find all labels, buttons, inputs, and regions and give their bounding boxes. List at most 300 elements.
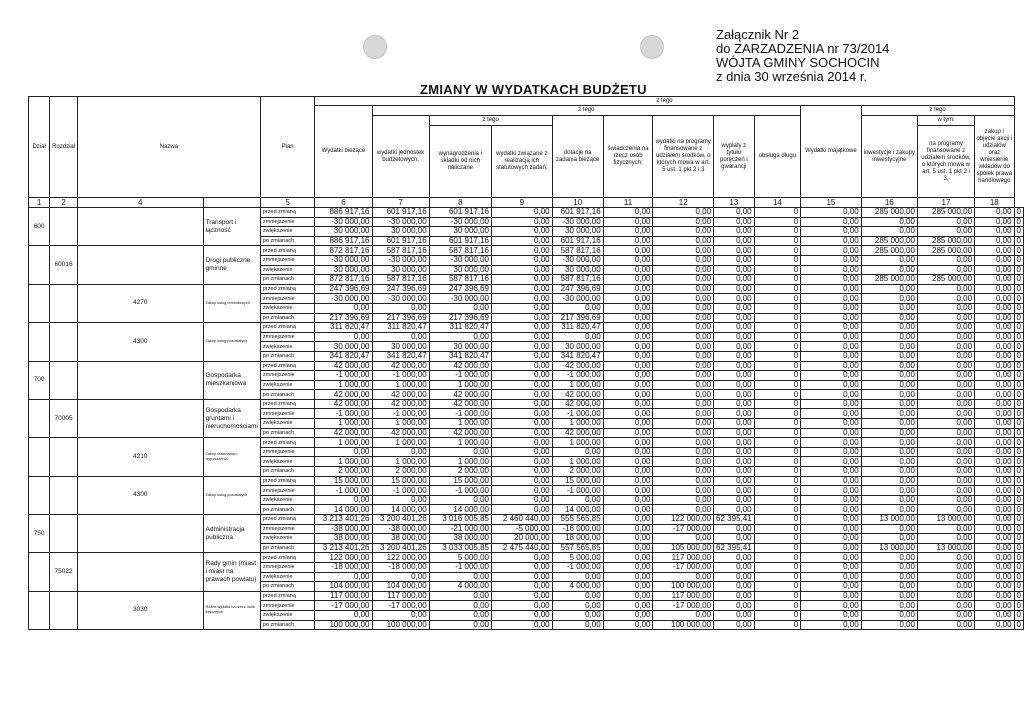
amount-cell: 0,00 (603, 620, 653, 630)
annex-line: z dnia 30 września 2014 r. (716, 69, 868, 84)
amount-cell: 1 000,00 (429, 457, 491, 467)
amount-cell: -16 000,00 (552, 524, 603, 534)
amount-cell: 0,00 (801, 457, 862, 467)
amount-cell: 0,00 (861, 303, 917, 313)
paragraf-code: 4210 (77, 438, 203, 476)
amount-cell: 3 213 401,26 (315, 515, 372, 525)
item-name: Różne wydatki na rzecz osób fizycznych (203, 591, 260, 629)
amount-cell: 14 000,00 (372, 505, 429, 515)
amount-cell: 0 (754, 553, 801, 563)
amount-cell: 0,00 (492, 380, 553, 390)
rozdzial-code: 60016 (50, 246, 78, 284)
dzial-code (29, 553, 50, 591)
amount-cell: 0,00 (315, 303, 372, 313)
stage-label: zmniejszenie (260, 371, 314, 381)
amount-cell: 0 (1014, 543, 1023, 553)
stage-label: po zmianach (260, 428, 314, 438)
amount-cell: 1 000,00 (372, 438, 429, 448)
amount-cell: 104 000,00 (372, 582, 429, 592)
amount-cell: 3 016 005,85 (429, 515, 491, 525)
amount-cell: 0 (754, 447, 801, 457)
amount-cell: 0,00 (552, 610, 603, 620)
amount-cell: 0,00 (603, 505, 653, 515)
item-name: Gospodarka mieszkaniowa (203, 361, 260, 399)
amount-cell: -17 000,00 (653, 524, 714, 534)
amount-cell: 0 (754, 294, 801, 304)
amount-cell: 1 000,00 (372, 457, 429, 467)
stage-label: przed zmianą (260, 361, 314, 371)
stage-label: przed zmianą (260, 284, 314, 294)
amount-cell: 0 (1014, 208, 1023, 218)
amount-cell: 0,00 (653, 303, 714, 313)
stage-label: zmniejszenie (260, 562, 314, 572)
amount-cell: 0,00 (975, 255, 1015, 265)
col-wydatki-programy: wydatki na programy finansowane z udziałem środków, o których mowa w art. 5 ust. 1 pkt 2 i 3 (653, 116, 714, 198)
amount-cell: 0,00 (714, 591, 755, 601)
stage-label: zmniejszenie (260, 486, 314, 496)
amount-cell: -1 000,00 (429, 562, 491, 572)
amount-cell: 0,00 (492, 419, 553, 429)
amount-cell: -30 000,00 (372, 294, 429, 304)
amount-cell: 285 000,00 (917, 275, 974, 285)
amount-cell: 0,00 (917, 524, 974, 534)
amount-cell: 0,00 (917, 342, 974, 352)
amount-cell: 0,00 (861, 582, 917, 592)
amount-cell: 0,00 (653, 419, 714, 429)
col-wydatki-biezace: Wydatki bieżące (315, 106, 372, 198)
amount-cell: 0,00 (861, 399, 917, 409)
amount-cell: 0,00 (801, 562, 862, 572)
amount-cell: 0 (1014, 284, 1023, 294)
amount-cell: 0,00 (801, 524, 862, 534)
amount-cell: 1 000,00 (429, 419, 491, 429)
column-number: 1 (29, 198, 50, 208)
amount-cell: 601 917,16 (372, 236, 429, 246)
amount-cell: 0,00 (861, 323, 917, 333)
amount-cell: 0,00 (861, 591, 917, 601)
rozdzial-code (50, 208, 78, 246)
amount-cell: 2 460 440,00 (492, 515, 553, 525)
amount-cell: 0,00 (315, 447, 372, 457)
amount-cell: 0,00 (975, 380, 1015, 390)
amount-cell: -30 000,00 (315, 255, 372, 265)
amount-cell: -1 000,00 (429, 486, 491, 496)
amount-cell: 0,00 (917, 380, 974, 390)
amount-cell: 0,00 (492, 284, 553, 294)
amount-cell: 0,00 (653, 534, 714, 544)
amount-cell: 0,00 (714, 380, 755, 390)
amount-cell: 0 (754, 332, 801, 342)
amount-cell: 0,00 (603, 265, 653, 275)
amount-cell: 0,00 (975, 486, 1015, 496)
col-rozdzial: Rozdział (50, 97, 78, 198)
amount-cell: 0 (754, 303, 801, 313)
amount-cell: 0,00 (801, 390, 862, 400)
amount-cell: 0,00 (653, 610, 714, 620)
amount-cell: 0,00 (917, 371, 974, 381)
amount-cell: 0,00 (861, 601, 917, 611)
amount-cell: 42 000,00 (372, 361, 429, 371)
amount-cell: 42 000,00 (372, 428, 429, 438)
amount-cell: 0 (754, 351, 801, 361)
amount-cell: 0 (754, 313, 801, 323)
amount-cell: 0,00 (975, 524, 1015, 534)
amount-cell: -30 000,00 (372, 255, 429, 265)
table-row (29, 476, 1024, 486)
amount-cell: 0,00 (975, 371, 1015, 381)
amount-cell: 0,00 (653, 572, 714, 582)
item-name: Zakup usług pozostałych (203, 476, 260, 514)
amount-cell: -30 000,00 (315, 217, 372, 227)
amount-cell: 0,00 (714, 246, 755, 256)
amount-cell: 0 (1014, 323, 1023, 333)
amount-cell: 0,00 (603, 246, 653, 256)
amount-cell: 30 000,00 (315, 342, 372, 352)
amount-cell: 0,00 (492, 361, 553, 371)
amount-cell: 0,00 (861, 457, 917, 467)
amount-cell: 1 000,00 (552, 419, 603, 429)
amount-cell: 4 000,00 (429, 582, 491, 592)
amount-cell: 0 (754, 390, 801, 400)
amount-cell: 0,00 (653, 428, 714, 438)
amount-cell: 15 000,00 (315, 476, 372, 486)
amount-cell: 0,00 (492, 467, 553, 477)
amount-cell: 0,00 (552, 495, 603, 505)
amount-cell: 1 000,00 (552, 457, 603, 467)
amount-cell: 0,00 (603, 572, 653, 582)
amount-cell: 0,00 (975, 515, 1015, 525)
amount-cell: 0 (754, 409, 801, 419)
amount-cell: 0,00 (603, 342, 653, 352)
amount-cell: 15 000,00 (429, 476, 491, 486)
amount-cell: 0,00 (714, 351, 755, 361)
amount-cell: 0,00 (714, 284, 755, 294)
amount-cell: 0,00 (861, 255, 917, 265)
dzial-code: 750 (29, 515, 50, 553)
amount-cell: 0 (1014, 476, 1023, 486)
amount-cell: 0,00 (917, 486, 974, 496)
amount-cell: 217 396,69 (552, 313, 603, 323)
amount-cell: 0,00 (653, 476, 714, 486)
amount-cell: 0 (1014, 303, 1023, 313)
amount-cell: 0,00 (714, 428, 755, 438)
col-wydatki-majatkowe: Wydatki majątkowe (801, 106, 862, 198)
amount-cell: 0,00 (714, 447, 755, 457)
amount-cell: 1 000,00 (552, 380, 603, 390)
amount-cell: 100 000,00 (653, 582, 714, 592)
amount-cell: 0,00 (714, 361, 755, 371)
amount-cell: 0,00 (714, 313, 755, 323)
amount-cell: 15 000,00 (372, 476, 429, 486)
col-obsluga-dlugu: obsługa długu (754, 116, 801, 198)
amount-cell: 0,00 (653, 399, 714, 409)
column-number: 7 (372, 198, 429, 208)
amount-cell: 0,00 (492, 332, 553, 342)
amount-cell: 872 817,16 (315, 275, 372, 285)
amount-cell: 0 (754, 265, 801, 275)
amount-cell: 0,00 (492, 255, 553, 265)
amount-cell: 0,00 (714, 582, 755, 592)
stage-label: przed zmianą (260, 323, 314, 333)
amount-cell: 0 (1014, 246, 1023, 256)
amount-cell: 0,00 (975, 553, 1015, 563)
stage-label: przed zmianą (260, 208, 314, 218)
amount-cell: 0,00 (917, 476, 974, 486)
amount-cell: 0,00 (975, 342, 1015, 352)
amount-cell: 0,00 (552, 303, 603, 313)
amount-cell: 13 000,00 (861, 543, 917, 553)
amount-cell: 0,00 (917, 303, 974, 313)
amount-cell: 0 (754, 371, 801, 381)
amount-cell: 0,00 (801, 332, 862, 342)
amount-cell: 0,00 (653, 265, 714, 275)
amount-cell: 0,00 (653, 332, 714, 342)
amount-cell: 0,00 (975, 457, 1015, 467)
amount-cell: 0,00 (653, 438, 714, 448)
amount-cell: 0,00 (492, 275, 553, 285)
column-number: 14 (754, 198, 801, 208)
stage-label: po zmianach (260, 390, 314, 400)
amount-cell: 0,00 (917, 582, 974, 592)
amount-cell: 0 (754, 246, 801, 256)
amount-cell: 0,00 (801, 610, 862, 620)
amount-cell: 0 (1014, 515, 1023, 525)
amount-cell: -30 000,00 (315, 294, 372, 304)
punch-hole-left (363, 35, 387, 59)
amount-cell: -1 000,00 (372, 409, 429, 419)
amount-cell: 42 000,00 (372, 390, 429, 400)
amount-cell: 0,00 (917, 227, 974, 237)
amount-cell: 0,00 (492, 371, 553, 381)
amount-cell: 0,00 (917, 332, 974, 342)
col-z-tego-top: z tego (315, 97, 1014, 106)
amount-cell: 1 000,00 (315, 380, 372, 390)
amount-cell: -18 000,00 (315, 562, 372, 572)
amount-cell: 0,00 (429, 447, 491, 457)
amount-cell: 117 000,00 (372, 591, 429, 601)
amount-cell: 0,00 (603, 227, 653, 237)
amount-cell: 0,00 (861, 476, 917, 486)
amount-cell: 0,00 (492, 246, 553, 256)
amount-cell: 0,00 (975, 610, 1015, 620)
amount-cell: 0,00 (975, 265, 1015, 275)
stage-label: przed zmianą (260, 515, 314, 525)
amount-cell: 0,00 (861, 610, 917, 620)
table-row (29, 591, 1024, 601)
amount-cell: 0,00 (975, 227, 1015, 237)
column-number: 2 (50, 198, 78, 208)
column-number-blank (203, 198, 260, 208)
amount-cell: 0,00 (653, 246, 714, 256)
amount-cell: 0,00 (975, 620, 1015, 630)
amount-cell: 105 000,00 (653, 543, 714, 553)
stage-label: zmniejszenie (260, 332, 314, 342)
amount-cell: 0,00 (714, 419, 755, 429)
amount-cell: 0,00 (603, 399, 653, 409)
col-plan: Plan (260, 97, 314, 198)
column-number: 6 (315, 198, 372, 208)
stage-label: po zmianach (260, 236, 314, 246)
amount-cell: 0,00 (552, 447, 603, 457)
amount-cell: 0,00 (492, 217, 553, 227)
amount-cell: 285 000,00 (861, 236, 917, 246)
amount-cell: 0,00 (801, 236, 862, 246)
column-number: 13 (714, 198, 755, 208)
amount-cell: 42 000,00 (552, 390, 603, 400)
stage-label: zwiększenie (260, 265, 314, 275)
amount-cell: 0 (754, 572, 801, 582)
table-row (29, 323, 1024, 333)
stage-label: zmniejszenie (260, 447, 314, 457)
amount-cell: 0,00 (861, 342, 917, 352)
amount-cell: 0,00 (801, 265, 862, 275)
amount-cell: 0,00 (492, 313, 553, 323)
amount-cell: 0,00 (603, 275, 653, 285)
amount-cell: 1 000,00 (315, 419, 372, 429)
amount-cell: 601 917,16 (552, 236, 603, 246)
col-wydatki-jednostek: wydatki jednostek budżetowych, (372, 116, 429, 198)
amount-cell: 0,00 (603, 447, 653, 457)
amount-cell: 0,00 (492, 323, 553, 333)
amount-cell: 0,00 (917, 399, 974, 409)
dzial-code (29, 284, 50, 322)
amount-cell: 0 (1014, 313, 1023, 323)
amount-cell: 0,00 (714, 399, 755, 409)
budget-table-wrapper (28, 96, 1024, 630)
column-number: 10 (552, 198, 603, 208)
item-name: Rady gmin (miast i miast na prawach powiatu) (203, 553, 260, 591)
column-number: 9 (492, 198, 553, 208)
amount-cell: 0,00 (917, 553, 974, 563)
amount-cell: 2 000,00 (429, 467, 491, 477)
rozdzial-code: 70005 (50, 399, 78, 437)
amount-cell: 0,00 (861, 438, 917, 448)
amount-cell: 0,00 (714, 505, 755, 515)
amount-cell: 247 396,69 (372, 284, 429, 294)
amount-cell: 0,00 (603, 236, 653, 246)
amount-cell: 0,00 (653, 227, 714, 237)
amount-cell: 0,00 (801, 572, 862, 582)
amount-cell: 311 820,47 (552, 323, 603, 333)
column-number: 16 (861, 198, 917, 208)
amount-cell: 0,00 (917, 409, 974, 419)
amount-cell: 14 000,00 (315, 505, 372, 515)
amount-cell: 0,00 (861, 467, 917, 477)
amount-cell: 38 000,00 (429, 534, 491, 544)
column-number: 11 (603, 198, 653, 208)
amount-cell: 0,00 (801, 495, 862, 505)
amount-cell: 0 (1014, 582, 1023, 592)
col-z-tego-biezace: z tego (372, 106, 801, 116)
amount-cell: 0,00 (801, 467, 862, 477)
amount-cell: 0 (1014, 438, 1023, 448)
amount-cell: 0,00 (492, 227, 553, 237)
amount-cell: 42 000,00 (429, 399, 491, 409)
amount-cell: 0,00 (975, 572, 1015, 582)
amount-cell: 0,00 (603, 476, 653, 486)
amount-cell: 0,00 (861, 428, 917, 438)
amount-cell: 0,00 (552, 601, 603, 611)
amount-cell: 0,00 (653, 236, 714, 246)
amount-cell: 0 (754, 323, 801, 333)
amount-cell: 100 000,00 (315, 620, 372, 630)
amount-cell: 555 565,85 (552, 515, 603, 525)
amount-cell: 0,00 (801, 284, 862, 294)
amount-cell: 247 396,69 (315, 284, 372, 294)
amount-cell: 0,00 (603, 323, 653, 333)
amount-cell: 3 200 401,26 (372, 515, 429, 525)
amount-cell: 0,00 (492, 351, 553, 361)
amount-cell: 0,00 (714, 371, 755, 381)
amount-cell: 0,00 (653, 294, 714, 304)
amount-cell: 0,00 (653, 361, 714, 371)
amount-cell: 341 820,47 (429, 351, 491, 361)
col-inwestycje: inwestycje i zakupy inwestycyjne (861, 116, 917, 198)
amount-cell: 30 000,00 (552, 265, 603, 275)
amount-cell: -17 000,00 (653, 562, 714, 572)
amount-cell: 0,00 (552, 620, 603, 630)
amount-cell: 0 (754, 275, 801, 285)
amount-cell: 0,00 (603, 313, 653, 323)
amount-cell: 2 000,00 (552, 467, 603, 477)
amount-cell: 117 000,00 (653, 591, 714, 601)
amount-cell: 0,00 (372, 303, 429, 313)
column-number: 5 (260, 198, 314, 208)
amount-cell: 0,00 (801, 553, 862, 563)
amount-cell: 0 (754, 217, 801, 227)
amount-cell: 0 (754, 361, 801, 371)
amount-cell: 0,00 (429, 610, 491, 620)
paragraf-code: 4270 (77, 284, 203, 322)
amount-cell: 285 000,00 (861, 208, 917, 218)
amount-cell: 0 (754, 524, 801, 534)
amount-cell: 0 (754, 438, 801, 448)
col-dotacje: dotacje na zadania bieżące (552, 116, 603, 198)
amount-cell: 38 000,00 (315, 534, 372, 544)
amount-cell: 122 000,00 (315, 553, 372, 563)
amount-cell: 0,00 (801, 582, 862, 592)
paragraf-code (77, 399, 203, 437)
amount-cell: 0,00 (801, 486, 862, 496)
dzial-code (29, 591, 50, 629)
amount-cell: 0,00 (801, 351, 862, 361)
amount-cell: 0,00 (714, 467, 755, 477)
amount-cell: 0,00 (801, 380, 862, 390)
amount-cell: 0,00 (861, 217, 917, 227)
amount-cell: 0 (1014, 255, 1023, 265)
amount-cell: 0,00 (861, 371, 917, 381)
amount-cell: 0,00 (653, 313, 714, 323)
stage-label: zwiększenie (260, 495, 314, 505)
amount-cell: 0,00 (714, 275, 755, 285)
item-name: Zakup usług pozostałych (203, 323, 260, 361)
amount-cell: 0 (1014, 457, 1023, 467)
amount-cell: 0,00 (801, 620, 862, 630)
amount-cell: -1 000,00 (552, 486, 603, 496)
amount-cell: 0 (754, 505, 801, 515)
amount-cell: 42 000,00 (429, 361, 491, 371)
amount-cell: 285 000,00 (861, 275, 917, 285)
amount-cell: 0,00 (714, 476, 755, 486)
amount-cell: 0,00 (714, 323, 755, 333)
amount-cell: 0,00 (917, 265, 974, 275)
amount-cell: 0,00 (975, 543, 1015, 553)
amount-cell: 42 000,00 (429, 390, 491, 400)
amount-cell: 0,00 (603, 380, 653, 390)
stage-label: zwiększenie (260, 380, 314, 390)
amount-cell: 42 000,00 (315, 399, 372, 409)
amount-cell: 0,00 (917, 591, 974, 601)
